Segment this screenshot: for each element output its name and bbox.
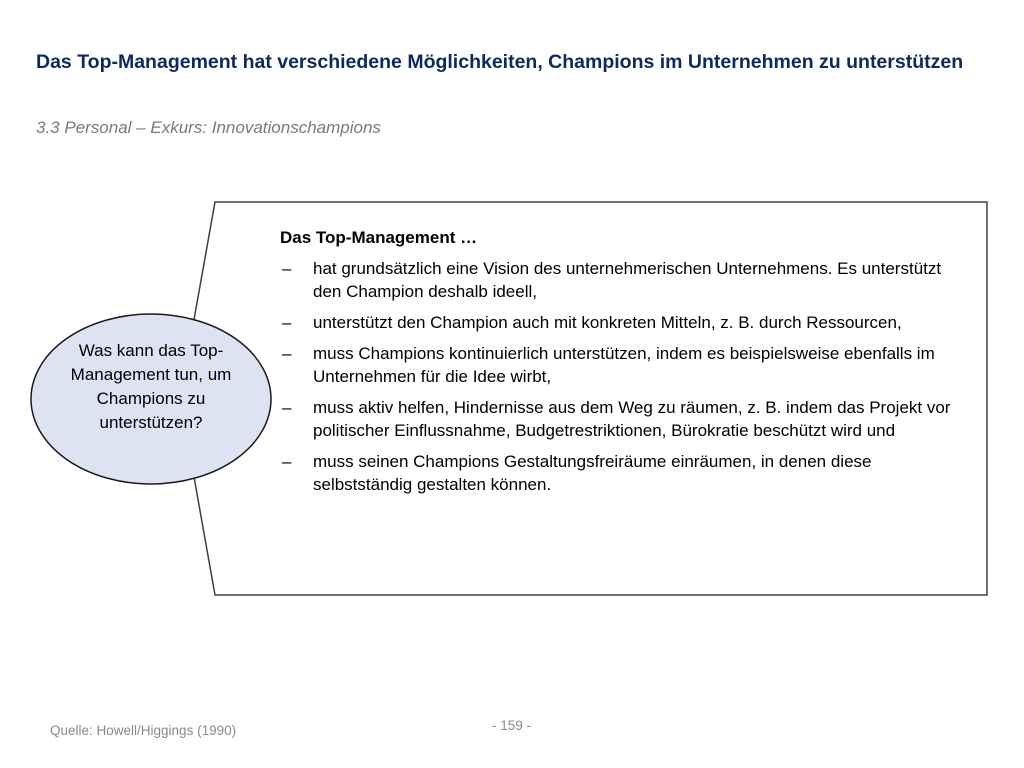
bullet-item bbox=[280, 450, 970, 496]
bullet-list bbox=[280, 257, 970, 496]
bullet-item bbox=[280, 311, 970, 334]
bullet-text: muss aktiv helfen, Hindernisse aus dem Weg zu räumen, z. B. indem das Projekt vor politischer Einflussnahme, Budgetrestriktionen, Bürokratie beschützt wird und bbox=[313, 398, 951, 440]
content-area bbox=[280, 227, 970, 504]
page-number: - 159 - bbox=[492, 718, 532, 733]
source-citation: Quelle: Howell/Higgings (1990) bbox=[50, 723, 237, 738]
bullet-dash: – bbox=[282, 313, 292, 332]
bullet-text: muss seinen Champions Gestaltungsfreiräume einräumen, in denen diese selbstständig gestalten können. bbox=[313, 452, 872, 494]
bullet-item bbox=[280, 257, 970, 303]
slide-title: Das Top-Management hat verschiedene Möglichkeiten, Champions im Unternehmen zu unterstützen bbox=[36, 51, 964, 73]
question-text: Was kann das Top-Management tun, um Champions zu unterstützen? bbox=[70, 341, 232, 432]
bullet-dash: – bbox=[282, 259, 292, 278]
slide-subtitle: 3.3 Personal – Exkurs: Innovationschampions bbox=[36, 118, 381, 137]
bullet-text: muss Champions kontinuierlich unterstützen, indem es beispielsweise ebenfalls im Unternehmen für die Idee wirbt, bbox=[313, 344, 935, 386]
bullet-dash: – bbox=[282, 344, 292, 363]
bullet-item bbox=[280, 342, 970, 388]
bullet-item bbox=[280, 396, 970, 442]
bullet-dash: – bbox=[282, 398, 292, 417]
bullet-text: unterstützt den Champion auch mit konkreten Mitteln, z. B. durch Ressourcen, bbox=[313, 313, 902, 332]
bullet-dash: – bbox=[282, 452, 292, 471]
bullet-text: hat grundsätzlich eine Vision des unternehmerischen Unternehmens. Es unterstützt den Champion deshalb ideell, bbox=[313, 259, 942, 301]
content-heading: Das Top-Management … bbox=[280, 228, 478, 247]
